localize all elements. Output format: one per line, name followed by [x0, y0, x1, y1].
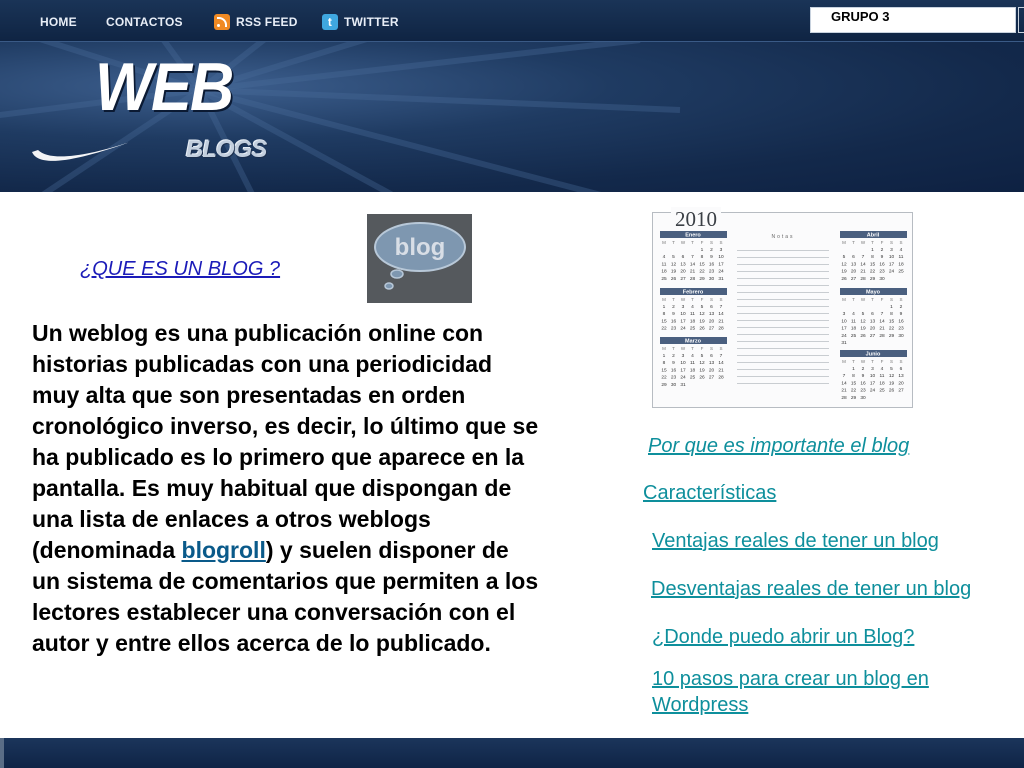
- calendar-day: 8: [700, 255, 704, 261]
- calendar-day: 16: [670, 368, 677, 374]
- calendar-day: 5: [672, 255, 675, 261]
- calendar-day: 22: [850, 388, 857, 394]
- calendar-day: 29: [850, 395, 857, 401]
- calendar-day-header: W: [680, 346, 686, 351]
- calendar-day: 21: [718, 368, 724, 374]
- calendar-day: 6: [681, 255, 685, 261]
- calendar-day: 16: [708, 262, 715, 268]
- calendar-day: 18: [850, 326, 857, 332]
- twitter-icon: t: [322, 14, 338, 30]
- calendar-day: 23: [879, 269, 885, 275]
- calendar-day: 29: [661, 382, 667, 388]
- calendar-note-line: [737, 356, 829, 363]
- calendar-month-name: Abril: [866, 232, 880, 239]
- calendar-day: 25: [879, 388, 885, 394]
- calendar-note-line: [737, 279, 829, 286]
- calendar-day: 15: [869, 262, 876, 268]
- calendar-day: 20: [680, 269, 686, 275]
- calendar-day-header: S: [709, 297, 714, 302]
- calendar-day-header: F: [880, 297, 884, 302]
- calendar-day: 29: [869, 276, 876, 282]
- calendar-day: 31: [718, 276, 724, 282]
- calendar-day: 19: [841, 269, 847, 275]
- calendar-day: 4: [691, 354, 694, 359]
- calendar-day: 31: [680, 382, 686, 388]
- calendar-day-header: S: [719, 346, 723, 351]
- calendar-day: 30: [708, 276, 715, 282]
- calendar-day: 17: [680, 368, 686, 374]
- calendar-day-header: S: [899, 240, 903, 245]
- calendar-day: 17: [718, 262, 724, 268]
- calendar-day: 23: [708, 269, 715, 275]
- grupo-field-edge: [1018, 7, 1024, 33]
- calendar-day: 25: [661, 276, 667, 282]
- calendar-day: 2: [880, 248, 884, 253]
- blogroll-link[interactable]: blogroll: [181, 537, 266, 563]
- calendar-day: 22: [888, 326, 895, 332]
- calendar-day: 2: [899, 305, 903, 310]
- nav-contactos[interactable]: [106, 13, 183, 31]
- calendar-day: 16: [879, 262, 885, 268]
- calendar-day: 14: [841, 381, 847, 387]
- calendar-day: 8: [662, 361, 666, 367]
- calendar-day-header: W: [860, 359, 866, 364]
- calendar-day: 26: [888, 388, 895, 394]
- calendar-day: 22: [661, 326, 667, 332]
- nav-home[interactable]: [40, 13, 77, 31]
- calendar-day: 22: [869, 269, 876, 275]
- calendar-day-header: T: [691, 240, 694, 245]
- calendar-day: 21: [841, 388, 847, 394]
- calendar-day: 8: [871, 255, 874, 261]
- calendar-day-header: S: [889, 297, 894, 302]
- calendar-note-line: [737, 307, 829, 314]
- calendar-day-header: T: [852, 359, 855, 364]
- calendar-day-header: M: [662, 346, 666, 351]
- calendar-day-header: S: [719, 240, 723, 245]
- calendar-day: 27: [708, 326, 715, 332]
- calendar-note-line: [737, 377, 829, 384]
- calendar-day: 26: [699, 326, 705, 332]
- calendar-day: 5: [700, 305, 704, 310]
- calendar-year: 2010: [671, 207, 721, 232]
- calendar-note-line: [737, 370, 829, 377]
- calendar-day: 21: [860, 269, 866, 275]
- top-navbar: [0, 0, 1024, 42]
- calendar-day-header: T: [672, 240, 675, 245]
- calendar-day-header: S: [889, 359, 894, 364]
- calendar-day: 30: [898, 333, 904, 339]
- calendar-day: 19: [670, 269, 677, 275]
- calendar-month-name: Febrero: [682, 289, 704, 296]
- calendar-day: 3: [871, 367, 874, 372]
- calendar-note-line: [737, 363, 829, 370]
- calendar-day: 30: [879, 276, 885, 282]
- calendar-day: 28: [879, 333, 885, 339]
- calendar-day: 17: [680, 319, 686, 325]
- calendar-day: 11: [690, 361, 695, 367]
- calendar-note-line: [737, 321, 829, 328]
- article-title-link[interactable]: ¿QUE ES UN BLOG ?: [80, 258, 281, 280]
- calendar-notes: [737, 234, 829, 386]
- link-caracteristicas[interactable]: Características: [643, 482, 777, 504]
- calendar-note-line: [737, 342, 829, 349]
- logo-blogs-text: BLOGS: [186, 136, 267, 163]
- calendar-note-line: [737, 328, 829, 335]
- calendar-note-line: [737, 251, 829, 258]
- calendar-day: 24: [888, 269, 895, 275]
- calendar-day-header: M: [662, 297, 666, 302]
- calendar-day: 6: [852, 255, 855, 261]
- calendar-day: 16: [860, 381, 866, 387]
- calendar-day: 8: [890, 312, 893, 318]
- calendar-note-line: [737, 258, 829, 265]
- calendar-day: 17: [841, 326, 847, 332]
- calendar-day: 27: [708, 375, 715, 381]
- calendar-day: 13: [708, 361, 715, 367]
- calendar-day: 26: [699, 375, 705, 381]
- calendar-day: 29: [699, 276, 705, 282]
- link-desventajas[interactable]: Desventajas reales de tener un blog: [651, 578, 972, 600]
- calendar-day: 26: [670, 276, 677, 282]
- calendar-day: 24: [869, 388, 876, 394]
- calendar-day: 21: [718, 319, 724, 325]
- calendar-day: 16: [898, 319, 904, 325]
- nav-twitter[interactable]: [322, 13, 399, 31]
- calendar-note-line: [737, 335, 829, 342]
- link-por-que-importante[interactable]: Por que es importante el blog: [648, 435, 910, 457]
- calendar-note-line: [737, 314, 829, 321]
- calendar-day: 10: [888, 255, 895, 261]
- calendar-month-name: Mayo: [865, 289, 881, 296]
- nav-home-label: HOME: [40, 15, 77, 29]
- calendar-day: 24: [718, 269, 724, 275]
- rss-icon: [214, 14, 230, 30]
- calendar-day-header: S: [719, 297, 723, 302]
- calendar-day: 23: [670, 326, 677, 332]
- calendar-day: 15: [699, 262, 705, 268]
- calendar-day: 28: [718, 326, 724, 332]
- calendar-day: 14: [860, 262, 866, 268]
- calendar-day: 21: [879, 326, 885, 332]
- link-10-pasos[interactable]: 10 pasos para crear un blog en: [652, 668, 929, 690]
- calendar-day: 10: [680, 312, 686, 318]
- calendar-day: 23: [670, 375, 677, 381]
- calendar-day: 19: [888, 381, 895, 387]
- calendar-notes-lines: [737, 244, 829, 384]
- calendar-day: 10: [680, 361, 686, 367]
- calendar-day: 16: [670, 319, 677, 325]
- footer-bar: [0, 738, 1024, 768]
- calendar-day: 4: [899, 248, 903, 253]
- calendar-month-name: Junio: [865, 351, 881, 358]
- calendar-day: 19: [699, 319, 705, 325]
- calendar-note-line: [737, 349, 829, 356]
- calendar-day: 6: [710, 354, 713, 359]
- calendar-day: 27: [850, 276, 857, 282]
- calendar-day: 27: [898, 388, 904, 394]
- calendar-day-header: F: [700, 346, 704, 351]
- calendar-day-header: F: [700, 297, 704, 302]
- calendar-month-name: Enero: [685, 232, 701, 239]
- calendar-day: 20: [869, 326, 876, 332]
- calendar-day: 26: [860, 333, 866, 339]
- calendar-day: 10: [869, 374, 876, 380]
- calendar-day: 13: [869, 319, 876, 325]
- nav-contactos-label: CONTACTOS: [106, 15, 183, 29]
- calendar-day: 3: [681, 305, 685, 310]
- calendar-day: 4: [691, 305, 694, 310]
- calendar-day: 23: [898, 326, 904, 332]
- calendar-day: 9: [899, 312, 903, 318]
- calendar-day: 2: [710, 248, 713, 253]
- logo-web-text: WEB: [95, 49, 233, 125]
- calendar-day: 20: [850, 269, 857, 275]
- calendar-day-header: F: [880, 359, 884, 364]
- calendar-day-header: T: [871, 359, 874, 364]
- calendar-day: 19: [860, 326, 866, 332]
- calendar-day: 12: [699, 312, 705, 318]
- calendar-day: 3: [719, 248, 723, 253]
- calendar-day: 12: [888, 374, 895, 380]
- calendar-day: 14: [718, 312, 724, 318]
- calendar-day: 10: [718, 255, 724, 261]
- link-10-pasos-line2[interactable]: Wordpress: [652, 694, 749, 716]
- calendar-day-header: F: [700, 240, 704, 245]
- calendar-day: 25: [689, 375, 696, 381]
- calendar-day: 25: [898, 269, 904, 275]
- calendar-day: 13: [680, 262, 686, 268]
- calendar-day: 2: [672, 354, 675, 359]
- calendar-day: 17: [869, 381, 876, 387]
- calendar-day: 11: [661, 262, 667, 268]
- calendar-day: 29: [888, 333, 895, 339]
- calendar-day-header: F: [880, 240, 884, 245]
- calendar-day: 25: [689, 326, 696, 332]
- calendar-day: 14: [879, 319, 885, 325]
- calendar-day-header: T: [672, 297, 675, 302]
- calendar-note-line: [737, 244, 829, 251]
- article-body-text-1: Un weblog es una publicación online con historias publicadas con una periodicidad muy alta que son presentadas en orden cronológico inverso, es decir, lo último que se ha publicado es lo primero que aparece en la pantalla. Es muy habitual que dispongan de una lista de enlaces a otros weblogs (denominada: [32, 320, 539, 563]
- calendar-day: 27: [869, 333, 876, 339]
- calendar-note-line: [737, 265, 829, 272]
- calendar-day: 5: [861, 312, 865, 318]
- calendar-day-header: M: [842, 297, 846, 302]
- calendar-day: 9: [672, 361, 675, 367]
- calendar-day: 12: [860, 319, 866, 325]
- swoosh-logo-mark: [28, 134, 138, 168]
- calendar-day: 6: [871, 312, 874, 318]
- calendar-day: 7: [719, 354, 723, 359]
- calendar-day: 12: [670, 262, 677, 268]
- calendar-day: 27: [680, 276, 686, 282]
- calendar-day: 18: [689, 368, 696, 374]
- calendar-day: 5: [842, 255, 846, 261]
- calendar-note-line: [737, 300, 829, 307]
- calendar-day: 9: [710, 255, 713, 261]
- calendar-day: 11: [898, 255, 904, 261]
- article-body-text-2: ) y suelen disponer de un sistema de comentarios que permiten a los lectores establecer una conversación con el autor y entre ellos acerca de lo publicado.: [32, 537, 539, 656]
- link-ventajas[interactable]: Ventajas reales de tener un blog: [652, 530, 939, 552]
- calendar-day: 28: [718, 375, 724, 381]
- calendar-day: 2: [861, 367, 865, 372]
- calendar-day: 3: [681, 354, 685, 359]
- calendar-day: 15: [888, 319, 895, 325]
- calendar-day-header: S: [899, 359, 903, 364]
- calendar-day: 7: [842, 374, 846, 380]
- calendar-day-header: S: [709, 240, 714, 245]
- calendar-day: 13: [850, 262, 857, 268]
- calendar-day: 7: [719, 305, 723, 310]
- calendar-day: 15: [661, 368, 667, 374]
- calendar-day: 18: [879, 381, 885, 387]
- calendar-day: 24: [680, 326, 686, 332]
- calendar-day: 13: [898, 374, 904, 380]
- calendar-day-header: T: [691, 346, 694, 351]
- calendar-day: 9: [861, 374, 865, 380]
- calendar-day: 6: [899, 367, 903, 372]
- calendar-day: 1: [662, 354, 666, 359]
- calendar-day: 18: [689, 319, 696, 325]
- calendar-day: 25: [850, 333, 857, 339]
- calendar-day: 31: [841, 341, 847, 346]
- calendar-day: 5: [700, 354, 704, 359]
- calendar-day-header: S: [709, 346, 714, 351]
- nav-twitter-label: TWITTER: [344, 15, 399, 29]
- calendar-day-header: T: [871, 297, 874, 302]
- calendar-day: 26: [841, 276, 847, 282]
- calendar-day: 13: [708, 312, 715, 318]
- calendar-note-line: [737, 272, 829, 279]
- calendar-day: 1: [890, 305, 893, 310]
- calendar-day: 7: [691, 255, 694, 261]
- grupo-field[interactable]: GRUPO 3: [810, 7, 1016, 33]
- calendar-day: 2: [672, 305, 675, 310]
- calendar-day: 24: [680, 375, 686, 381]
- calendar-day: 28: [860, 276, 866, 282]
- calendar-day: 20: [708, 319, 715, 325]
- calendar-day-header: T: [691, 297, 694, 302]
- calendar-day-header: W: [680, 240, 686, 245]
- calendar-day: 18: [898, 262, 904, 268]
- calendar-day: 5: [890, 367, 893, 372]
- calendar-day: 30: [670, 382, 677, 388]
- calendar-2010-image: [652, 207, 913, 408]
- calendar-day-header: W: [860, 297, 866, 302]
- calendar-day: 24: [841, 333, 847, 339]
- calendar-day: 6: [710, 305, 713, 310]
- calendar-day-header: M: [662, 240, 666, 245]
- calendar-day-header: W: [860, 240, 866, 245]
- calendar-day: 22: [661, 375, 667, 381]
- calendar-day: 11: [851, 319, 856, 325]
- calendar-day-header: W: [680, 297, 686, 302]
- calendar-day: 1: [662, 305, 666, 310]
- calendar-note-line: [737, 293, 829, 300]
- nav-rss-feed[interactable]: [214, 13, 298, 31]
- calendar-day-header: M: [842, 240, 846, 245]
- calendar-day: 22: [699, 269, 705, 275]
- calendar-day: 11: [879, 374, 885, 380]
- calendar-day: 9: [880, 255, 884, 261]
- calendar-day: 3: [842, 312, 846, 318]
- calendar-day: 7: [880, 312, 884, 318]
- calendar-day: 30: [860, 395, 866, 401]
- calendar-day: 11: [690, 312, 695, 318]
- calendar-day: 4: [852, 312, 855, 318]
- calendar-day: 12: [841, 262, 847, 268]
- calendar-day: 8: [662, 312, 666, 318]
- calendar-day: 28: [841, 395, 847, 401]
- calendar-day: 3: [890, 248, 893, 253]
- calendar-notes-label: Notas: [771, 234, 795, 240]
- calendar-month-name: Marzo: [685, 338, 701, 345]
- calendar-day: 1: [852, 367, 855, 372]
- calendar-day: 4: [880, 367, 884, 372]
- calendar-day: 14: [689, 262, 696, 268]
- calendar-day: 1: [871, 248, 874, 253]
- nav-rss-label: RSS FEED: [236, 15, 298, 29]
- calendar-day: 9: [672, 312, 675, 318]
- calendar-day-header: T: [672, 346, 675, 351]
- calendar-day-header: T: [852, 240, 855, 245]
- calendar-day-header: T: [871, 240, 874, 245]
- calendar-day: 28: [689, 276, 696, 282]
- calendar-day: 4: [662, 255, 666, 261]
- calendar-day: 21: [689, 269, 696, 275]
- calendar-day: 7: [861, 255, 865, 261]
- calendar-day: 1: [700, 248, 704, 253]
- calendar-day-header: T: [852, 297, 855, 302]
- blog-bubble-icon: [367, 214, 472, 303]
- calendar-day-header: S: [889, 240, 894, 245]
- calendar-day: 12: [699, 361, 705, 367]
- header-banner: [0, 0, 1024, 192]
- calendar-day-header: S: [899, 297, 903, 302]
- calendar-day: 15: [661, 319, 667, 325]
- calendar-day: 8: [852, 374, 855, 380]
- calendar-day: 23: [860, 388, 866, 394]
- calendar-day: 19: [699, 368, 705, 374]
- calendar-day: 17: [888, 262, 895, 268]
- link-donde-abrir[interactable]: ¿Donde puedo abrir un Blog?: [652, 626, 915, 648]
- calendar-day: 10: [841, 319, 847, 325]
- calendar-day: 20: [708, 368, 715, 374]
- calendar-note-line: [737, 286, 829, 293]
- calendar-day: 14: [718, 361, 724, 367]
- calendar-day-header: M: [842, 359, 846, 364]
- blog-bubble-text: blog: [394, 234, 446, 261]
- blog-speech-bubble-image: [367, 214, 472, 303]
- calendar-day: 15: [850, 381, 857, 387]
- calendar-day: 18: [661, 269, 667, 275]
- calendar-day: 20: [898, 381, 904, 387]
- article-body: [32, 318, 542, 659]
